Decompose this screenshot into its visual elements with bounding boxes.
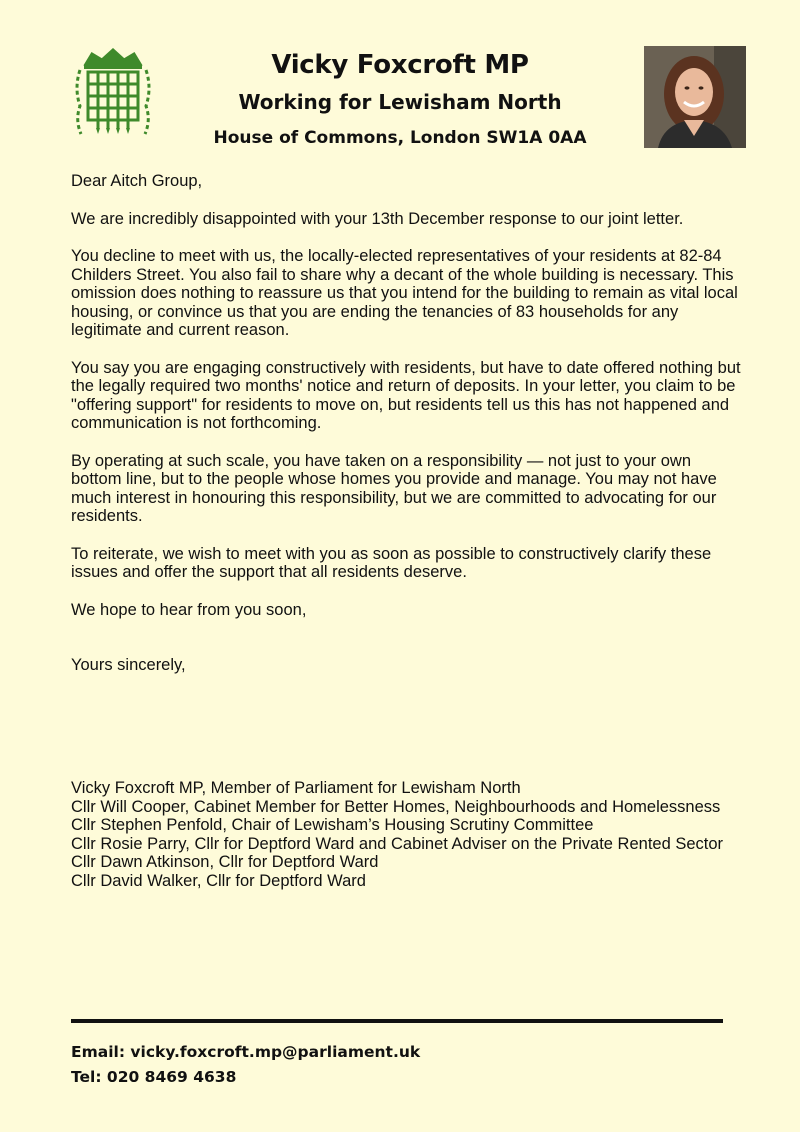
email-contact: Email: vicky.foxcroft.mp@parliament.uk [71, 1043, 421, 1061]
paragraph: You say you are engaging constructively with residents, but have to date offered nothing but the legally required two months' notice and return of deposits. In your letter, you claim to be "offering support" for residents to move on, but residents tell us this has not happened and communication is not forthcoming. [71, 358, 741, 432]
paragraph: To reiterate, we wish to meet with you as soon as possible to constructively clarify these issues and offer the support that all residents deserve. [71, 544, 712, 581]
contact-footer [71, 1040, 420, 1090]
signatories-list [71, 779, 741, 890]
address: House of Commons, London SW1A 0AA [213, 128, 587, 148]
paragraph: We are incredibly disappointed with your 13th December response to our joint letter. [71, 209, 684, 228]
paragraph: We hope to hear from you soon, [71, 600, 307, 619]
footer-divider [71, 1019, 723, 1023]
signatory: Cllr David Walker, Cllr for Deptford Ward [71, 871, 366, 890]
mp-name: Vicky Foxcroft MP [271, 50, 529, 80]
portcullis-icon [72, 48, 154, 138]
letter-body [71, 172, 741, 694]
paragraph: By operating at such scale, you have taken on a responsibility — not just to your own bottom line, but to the people whose homes you provide and manage. You may not have much interest in honouring this responsibility, but we are committed to advocating for our residents. [71, 451, 717, 525]
paragraph: You decline to meet with us, the locally-elected representatives of your residents at 82-84 Childers Street. You also fail to share why a decant of the whole building is necessary. This omission does nothing to reassure us that you intend for the building to remain as vital local housing, or convince us that you are ending the tenancies of 83 households for any legitimate and current reason. [71, 247, 738, 339]
signatory: Cllr Stephen Penfold, Chair of Lewisham’s Housing Scrutiny Committee [71, 816, 594, 834]
signatory: Cllr Dawn Atkinson, Cllr for Deptford Ward [71, 853, 379, 871]
signatory: Cllr Will Cooper, Cabinet Member for Better Homes, Neighbourhoods and Homelessness [71, 797, 721, 816]
signatory: Cllr Rosie Parry, Cllr for Deptford Ward and Cabinet Adviser on the Private Rented Sector [71, 834, 724, 853]
salutation: Dear Aitch Group, [71, 172, 203, 190]
letterhead [170, 46, 630, 156]
signatory: Vicky Foxcroft MP, Member of Parliament for Lewisham North [71, 779, 521, 797]
constituency: Working for Lewisham North [238, 90, 562, 114]
phone-contact: Tel: 020 8469 4638 [71, 1068, 237, 1086]
mp-portrait [644, 46, 746, 148]
closing: Yours sincerely, [71, 656, 186, 674]
